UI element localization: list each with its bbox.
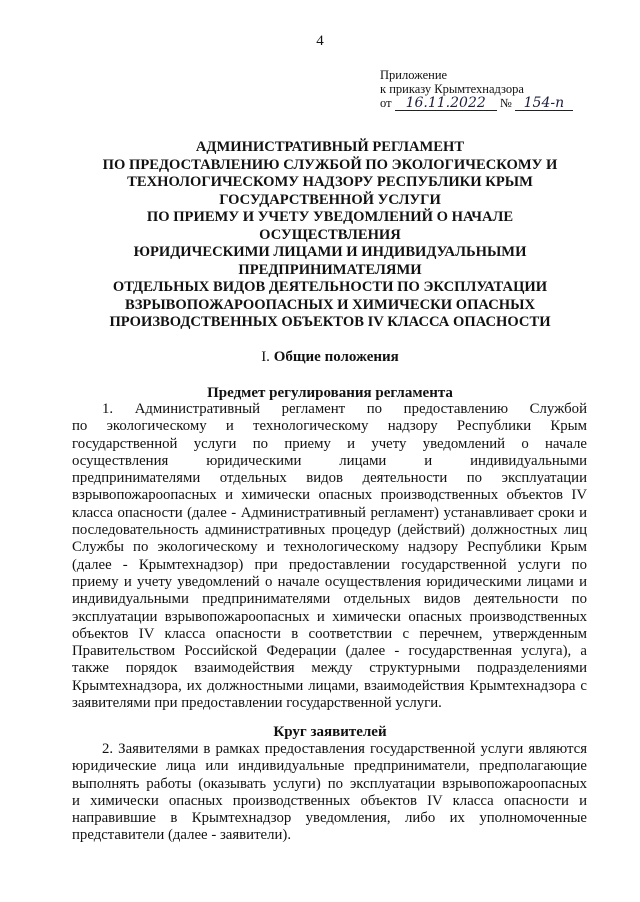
text-line: заявителями при предоставлении государственной услуги.: [72, 695, 442, 712]
text-line: эксплуатации взрывопожароопасных и химически опасных производственных: [72, 608, 587, 625]
text-line: также порядок взаимодействия между структурными подразделениями: [72, 660, 587, 677]
text-line: предпринимателями отдельных видов деятельности по эксплуатации: [72, 470, 587, 487]
title-line: ПО ПРЕДОСТАВЛЕНИЮ СЛУЖБОЙ ПО ЭКОЛОГИЧЕСКОМУ И: [102, 156, 558, 173]
title-line: ПО ПРИЕМУ И УЧЕТУ УВЕДОМЛЕНИЙ О НАЧАЛЕ: [146, 209, 514, 225]
text-line: юридические лица или индивидуальные предприниматели, предполагающие: [72, 758, 587, 775]
appendix-block: [380, 68, 573, 111]
paragraph-1: [72, 401, 587, 712]
title-line: ЮРИДИЧЕСКИМИ ЛИЦАМИ И ИНДИВИДУАЛЬНЫМИ: [133, 244, 527, 260]
text-line: последовательность административных процедур (действий) должностных лиц: [72, 522, 587, 539]
text-line: Крымтехнадзора, их должностными лицами, взаимодействия Крымтехнадзора с: [72, 677, 587, 694]
number-sign: №: [499, 96, 512, 110]
text-line: представители (далее - заявители).: [72, 827, 292, 844]
title-line: АДМИНИСТРАТИВНЫЙ РЕГЛАМЕНТ: [195, 139, 465, 155]
appendix-order-reference: к приказу Крымтехнадзора: [380, 82, 524, 96]
appendix-date-line: [380, 96, 573, 111]
title-line: ОТДЕЛЬНЫХ ВИДОВ ДЕЯТЕЛЬНОСТИ ПО ЭКСПЛУАТАЦИИ: [112, 279, 548, 295]
title-line: ГОСУДАРСТВЕННОЙ УСЛУГИ: [219, 191, 441, 208]
section-title: Общие положения: [273, 349, 399, 365]
text-line: выполнять работы (оказывать услуги) по эксплуатации взрывопожароопасных: [72, 775, 587, 792]
section-heading: [60, 348, 600, 366]
text-line: осуществления юридическими лицами и индивидуальными: [72, 452, 587, 469]
appendix-label: Приложение: [380, 68, 448, 82]
title-line: ОСУЩЕСТВЛЕНИЯ: [259, 226, 401, 243]
title-line: ВЗРЫВОПОЖАРООПАСНЫХ И ХИМИЧЕСКИ ОПАСНЫХ: [124, 296, 536, 313]
text-line: класса опасности (далее - Административный регламент) устанавливает сроки и: [72, 504, 587, 521]
text-line: Службы по экологическому и технологическому надзору Республики Крым: [72, 539, 587, 556]
subheading-applicants: Круг заявителей: [273, 724, 387, 740]
title-line: ПРОИЗВОДСТВЕННЫХ ОБЪЕКТОВ IV КЛАССА ОПАСНОСТИ: [109, 314, 551, 330]
text-line: взрывопожароопасных и химически опасных производственных объектов IV: [72, 487, 587, 504]
date-prefix: от: [380, 96, 392, 110]
handwritten-date: 16.11.2022: [395, 97, 497, 111]
text-line: и химически опасных производственных объектов IV класса опасности и: [72, 792, 587, 809]
text-line: (далее - Крымтехнадзор) при предоставлении государственной услуги по: [72, 556, 587, 573]
text-line: индивидуальными предпринимателями отдельных видов деятельности по: [72, 591, 587, 608]
subheading-subject: Предмет регулирования регламента: [207, 385, 453, 401]
text-line: объектов IV класса опасности в соответствии с перечнем, утвержденным: [72, 625, 587, 642]
page-number: 4: [316, 33, 324, 49]
text-line: Правительством Российской Федерации (далее - государственная услуга), а: [72, 643, 587, 660]
text-line: 1. Административный регламент по предоставлению Службой: [102, 401, 587, 417]
section-number: I.: [261, 349, 270, 365]
handwritten-order-number: 154-п: [515, 97, 573, 111]
paragraph-2: [72, 741, 587, 845]
document-title: [60, 139, 600, 332]
text-line: приему и учету уведомлений о начале осуществления юридическими лицами и: [72, 573, 587, 590]
text-line: государственной услуги по приему и учету уведомлений о начале: [72, 435, 587, 452]
text-line: направившие в Крымтехнадзор уведомления, либо их уполномоченные: [72, 810, 587, 827]
text-line: по экологическому и технологическому надзору Республики Крым: [72, 418, 587, 435]
text-line: 2. Заявителями в рамках предоставления государственной услуги являются: [102, 741, 587, 757]
title-line: ТЕХНОЛОГИЧЕСКОМУ НАДЗОРУ РЕСПУБЛИКИ КРЫМ: [127, 174, 533, 190]
title-line: ПРЕДПРИНИМАТЕЛЯМИ: [238, 261, 422, 278]
